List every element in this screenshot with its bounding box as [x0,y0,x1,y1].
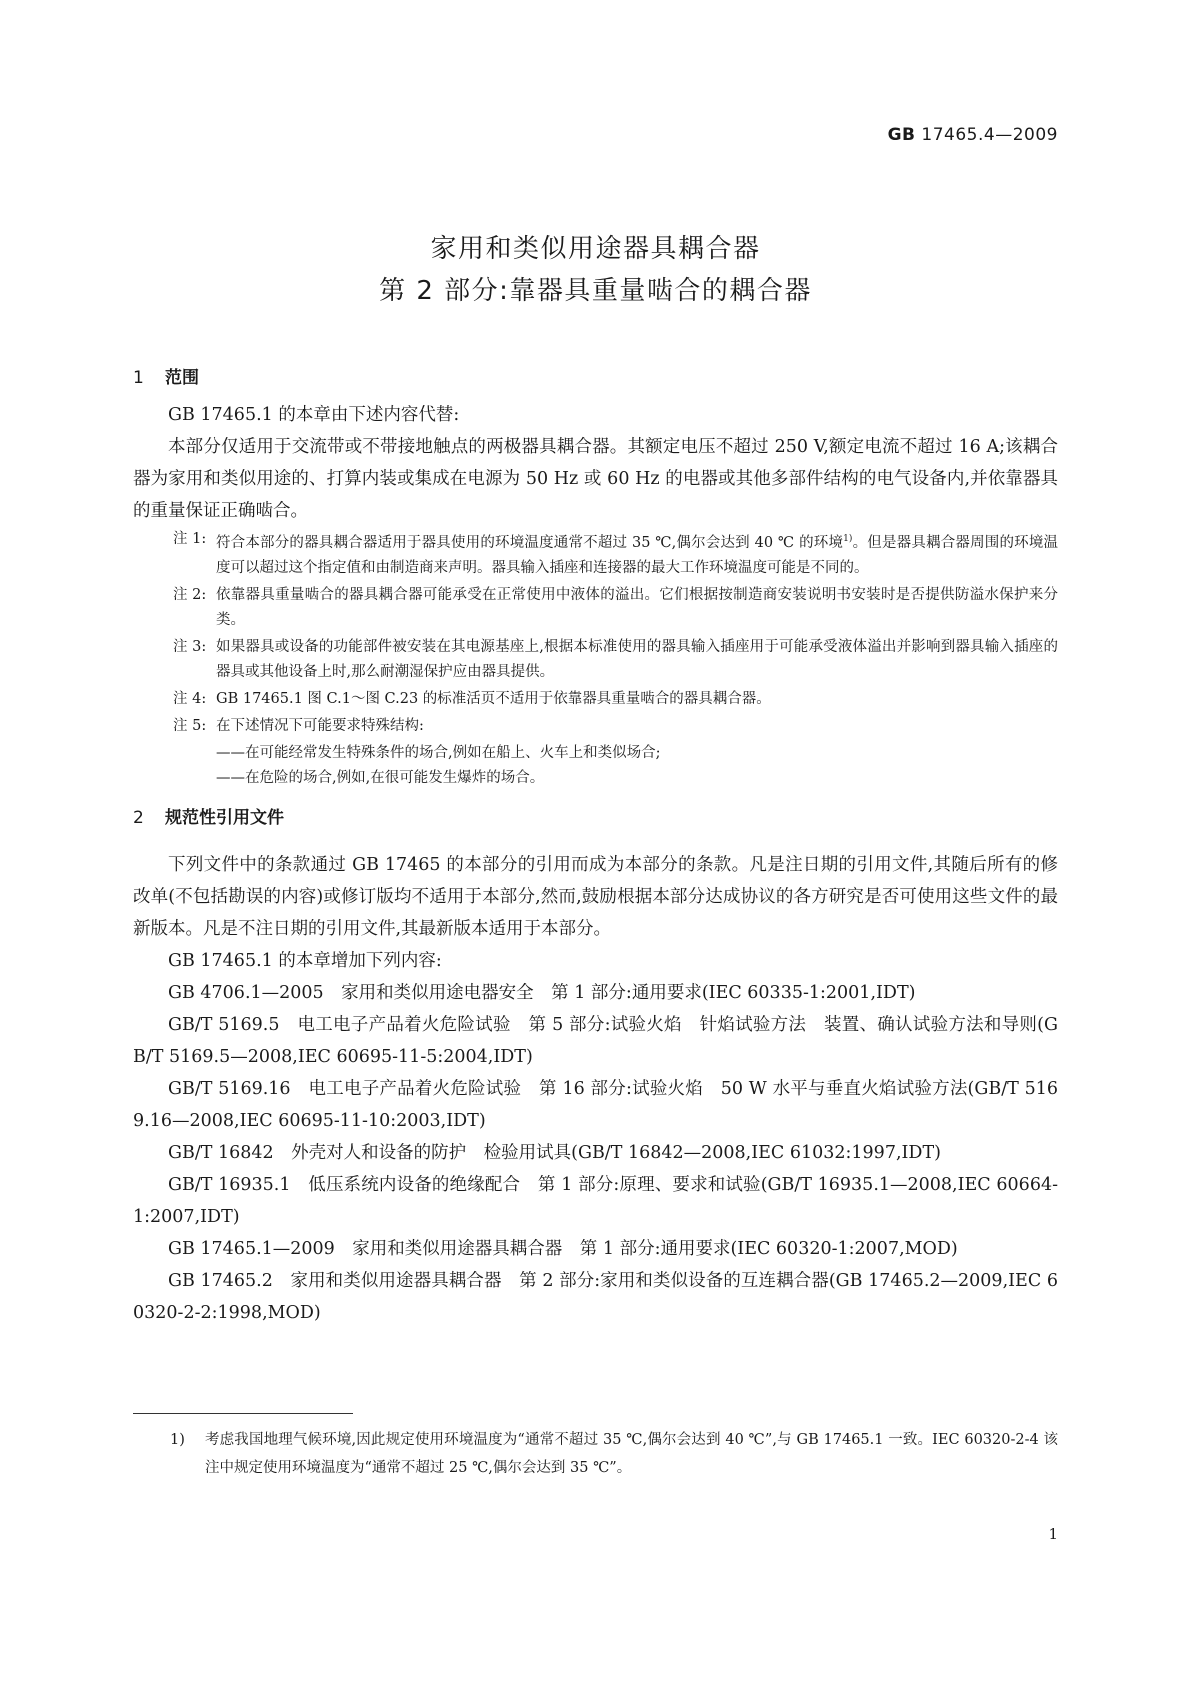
reference-item: GB 17465.1—2009 家用和类似用途器具耦合器 第 1 部分:通用要求(IEC 60320-1:2007,MOD) [168,1238,958,1259]
footnote-mark: 1) [170,1432,185,1448]
note-label: 注 5: [173,717,207,734]
note-label: 注 3: [173,638,207,655]
section-2-intro: GB 17465.1 的本章增加下列内容: [168,950,442,971]
note-text: 在下述情况下可能要求特殊结构: [216,717,424,734]
reference-item: GB 17465.2 家用和类似用途器具耦合器 第 2 部分:家用和类似设备的互连耦合器(GB 17465.2—2009,IEC 60320-2-2:1998,MOD) [133,1270,1058,1323]
reference-item: GB 4706.1—2005 家用和类似用途电器安全 第 1 部分:通用要求(IEC 60335-1:2001,IDT) [168,982,916,1003]
note-label: 注 1: [173,531,207,547]
dash-item: ——在可能经常发生特殊条件的场合,例如在船上、火车上和类似场合; [216,744,661,761]
note-label: 注 2: [173,586,207,603]
note-text: 如果器具或设备的功能部件被安装在其电源基座上,根据本标准使用的器具输入插座用于可能承受液体溢出并影响到器具输入插座的器具或其他设备上时,那么耐潮湿保护应由器具提供。 [216,638,1058,680]
standard-code-prefix: GB [887,125,916,145]
title-line-2: 第 2 部分:靠器具重量啮合的耦合器 [379,276,812,306]
section-2-heading [133,805,1058,831]
section-2-body: 下列文件中的条款通过 GB 17465 的本部分的引用而成为本部分的条款。凡是注日期的引用文件,其随后所有的修改单(不包括勘误的内容)或修订版均不适用于本部分,然而,鼓励根据本部分达成协议的各方研究是否可使用这些文件的最新版本。凡是不注日期的引用文件,其最新版本适用于本部分。 [133,854,1058,939]
note-text [216,527,1058,581]
note-4 [173,687,1058,712]
reference-item: GB/T 5169.5 电工电子产品着火危险试验 第 5 部分:试验火焰 针焰试验方法 装置、确认试验方法和导则(GB/T 5169.5—2008,IEC 60695-11-5:2004,IDT) [133,1014,1058,1067]
title-line-1: 家用和类似用途器具耦合器 [430,234,761,264]
reference-item: GB/T 5169.16 电工电子产品着火危险试验 第 16 部分:试验火焰 50 W 水平与垂直火焰试验方法(GB/T 5169.16—2008,IEC 60695-11-10:2003,IDT) [133,1078,1058,1131]
note-1-text-cont: 。但是器具耦合器周围的环境温度可以超过这个指定值和由制造商来声明。器具输入插座和连接器的最大工作环境温度可能是不同的。 [216,534,1059,576]
note-3 [173,635,1058,685]
main-content [133,365,1058,1329]
note-text: GB 17465.1 图 C.1～图 C.23 的标准活页不适用于依靠器具重量啮合的器具耦合器。 [216,690,771,707]
notes-list [173,527,1058,791]
section-1-number: 1 [133,368,144,388]
reference-item: GB/T 16935.1 低压系统内设备的绝缘配合 第 1 部分:原理、要求和试验(GB/T 16935.1—2008,IEC 60664-1:2007,IDT) [133,1174,1058,1227]
reference-item: GB/T 16842 外壳对人和设备的防护 检验用试具(GB/T 16842—2008,IEC 61032:1997,IDT) [168,1142,941,1163]
footnote-divider [133,1413,353,1414]
section-1-heading [133,365,1058,391]
note-2 [173,583,1058,633]
section-1-body: 本部分仅适用于交流带或不带接地触点的两极器具耦合器。其额定电压不超过 250 V,额定电流不超过 16 A;该耦合器为家用和类似用途的、打算内装或集成在电源为 50 Hz 或 60 Hz 的电器或其他多部件结构的电气设备内,并依靠器具的重量保证正确啮合。 [133,437,1058,521]
standard-code-number: 17465.4—2009 [921,125,1058,145]
section-1-intro: GB 17465.1 的本章由下述内容代替: [168,405,460,425]
note-5 [173,714,1058,739]
section-2-title: 规范性引用文件 [165,807,284,828]
standard-code [888,125,1058,145]
page-number: 1 [1048,1525,1058,1543]
reference-list [133,977,1058,1329]
dash-item: ——在危险的场合,例如,在很可能发生爆炸的场合。 [216,769,545,786]
note-text: 依靠器具重量啮合的器具耦合器可能承受在正常使用中液体的溢出。它们根据按制造商安装说明书安装时是否提供防溢水保护来分类。 [216,586,1058,628]
footnote-ref: 1) [843,534,853,544]
document-title [0,228,1191,312]
footnote-text: 考虑我国地理气候环境,因此规定使用环境温度为“通常不超过 35 ℃,偶尔会达到 40 ℃”,与 GB 17465.1 一致。IEC 60320-2-4 该注中规定使用环境温度为“通常不超过 25 ℃,偶尔会达到 35 ℃”。 [205,1432,1058,1476]
footnote [170,1426,1058,1482]
section-2-number: 2 [133,807,144,828]
note-1 [173,527,1058,581]
note-label: 注 4: [173,690,207,707]
note-1-text: 符合本部分的器具耦合器适用于器具使用的环境温度通常不超过 35 ℃,偶尔会达到 40 ℃ 的环境 [216,534,844,551]
section-1-title: 范围 [165,368,199,388]
